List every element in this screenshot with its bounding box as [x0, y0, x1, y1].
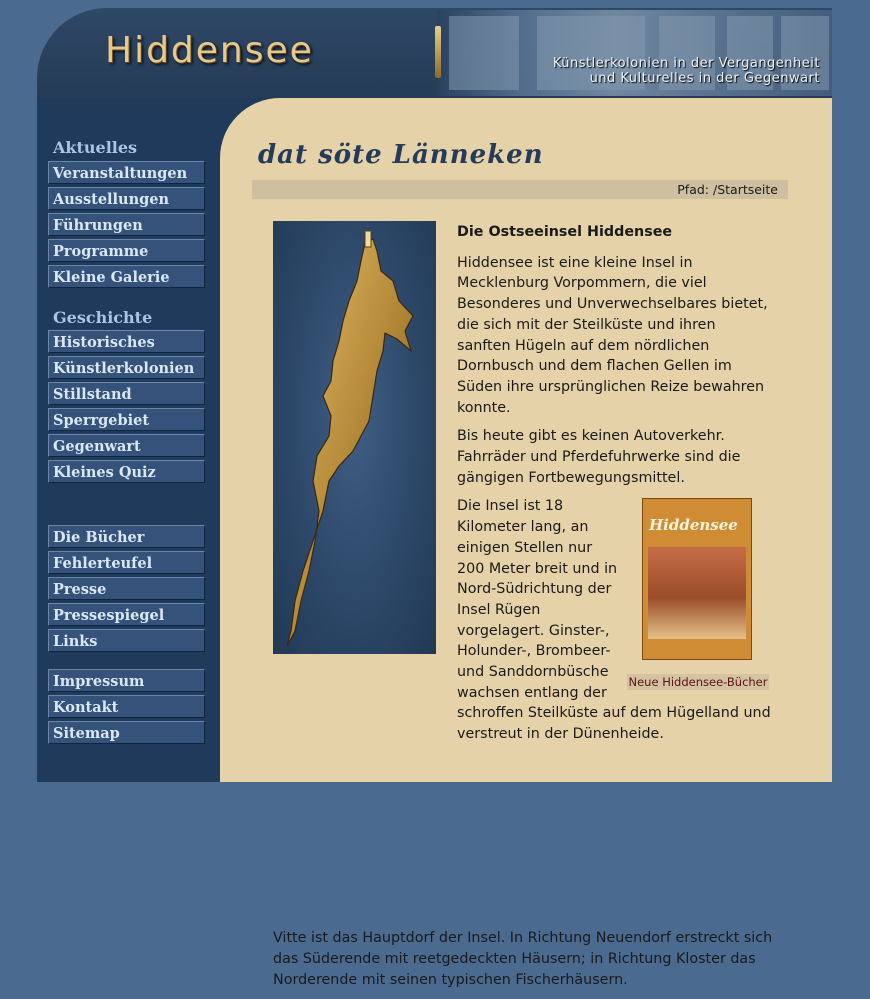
nav-item-kuenstlerkolonien[interactable]: Künstlerkolonien — [48, 356, 205, 379]
breadcrumb — [252, 180, 788, 199]
nav-item-veranstaltungen[interactable]: Veranstaltungen — [48, 161, 205, 184]
nav-heading-aktuelles: Aktuelles — [53, 138, 138, 157]
article-paragraph-3: Die Insel ist 18 Kilometer lang, an einigen Stellen nur 200 Meter breit und in Nord-Südrichtung der Insel Rügen vorgelagert. Ginster-, Holunder-, Brombeer- und Sanddornbüsche wachsen entlang der schroffen Steilküste auf dem Hügelland und verstreut in der Dünenheide. — [457, 498, 771, 743]
site-logo[interactable]: Hiddensee — [105, 30, 314, 71]
book-cover-illustration — [648, 547, 746, 639]
nav-item-kleines-quiz[interactable]: Kleines Quiz — [48, 460, 205, 483]
lighthouse-icon — [435, 26, 441, 78]
nav-item-programme[interactable]: Programme — [48, 239, 205, 262]
nav-item-stillstand[interactable]: Stillstand — [48, 382, 205, 405]
nav-item-links[interactable]: Links — [48, 629, 205, 652]
map-float-spacer — [273, 496, 457, 928]
article-paragraph-2: Bis heute gibt es keinen Autoverkehr. Fahrräder und Pferdefuhrwerke sind die gängigen Fortbewegungsmittel. — [457, 428, 741, 486]
book-cover-title: Hiddensee — [649, 516, 738, 535]
article-heading: Die Ostseeinsel Hiddensee — [457, 224, 673, 240]
nav-item-fehlerteufel[interactable]: Fehlerteufel — [48, 551, 205, 574]
article-paragraph-4: Vitte ist das Hauptdorf der Insel. In Richtung Neuendorf erstreckt sich das Süderende mit reetgedeckten Häusern; in Richtung Kloster das Norderende mit seinen typischen Fischerhäusern. — [273, 930, 773, 988]
book-cover-image[interactable] — [642, 498, 752, 660]
tagline-line-2: und Kulturelles in der Gegenwart — [589, 71, 820, 86]
nav-item-pressespiegel[interactable]: Pressespiegel — [48, 603, 205, 626]
book-caption-link[interactable]: Neue Hiddensee-Bücher — [628, 675, 768, 690]
nav-item-die-buecher[interactable]: Die Bücher — [48, 525, 205, 548]
nav-item-fuehrungen[interactable]: Führungen — [48, 213, 205, 236]
header-tagline — [553, 56, 820, 86]
nav-heading-geschichte: Geschichte — [53, 308, 153, 327]
nav-item-sitemap[interactable]: Sitemap — [48, 721, 205, 744]
page-title: dat söte Länneken — [258, 140, 544, 170]
sidebar-nav — [37, 98, 220, 782]
breadcrumb-path: Pfad: /Startseite — [677, 182, 778, 197]
book-promo[interactable] — [627, 498, 773, 690]
site-header — [37, 8, 832, 98]
page-frame — [37, 8, 832, 988]
nav-item-presse[interactable]: Presse — [48, 577, 205, 600]
article — [273, 222, 773, 999]
nav-item-kleine-galerie[interactable]: Kleine Galerie — [48, 265, 205, 288]
article-paragraph-1: Hiddensee ist eine kleine Insel in Mecklenburg Vorpommern, die viel Besonderes und Unverwechselbares bietet, die sich mit der Steilküste und ihren sanften Hügeln auf dem nördlichen Dornbusch und dem flachen Gellen im Süden ihre ursprünglichen Reize bewahren konnte. — [457, 254, 768, 416]
nav-item-ausstellungen[interactable]: Ausstellungen — [48, 187, 205, 210]
nav-item-gegenwart[interactable]: Gegenwart — [48, 434, 205, 457]
main-content — [220, 98, 832, 988]
nav-item-sperrgebiet[interactable]: Sperrgebiet — [48, 408, 205, 431]
nav-item-historisches[interactable]: Historisches — [48, 330, 205, 353]
nav-item-kontakt[interactable]: Kontakt — [48, 695, 205, 718]
nav-item-impressum[interactable]: Impressum — [48, 669, 205, 692]
tagline-line-1: Künstlerkolonien in der Vergangenheit — [552, 56, 820, 71]
